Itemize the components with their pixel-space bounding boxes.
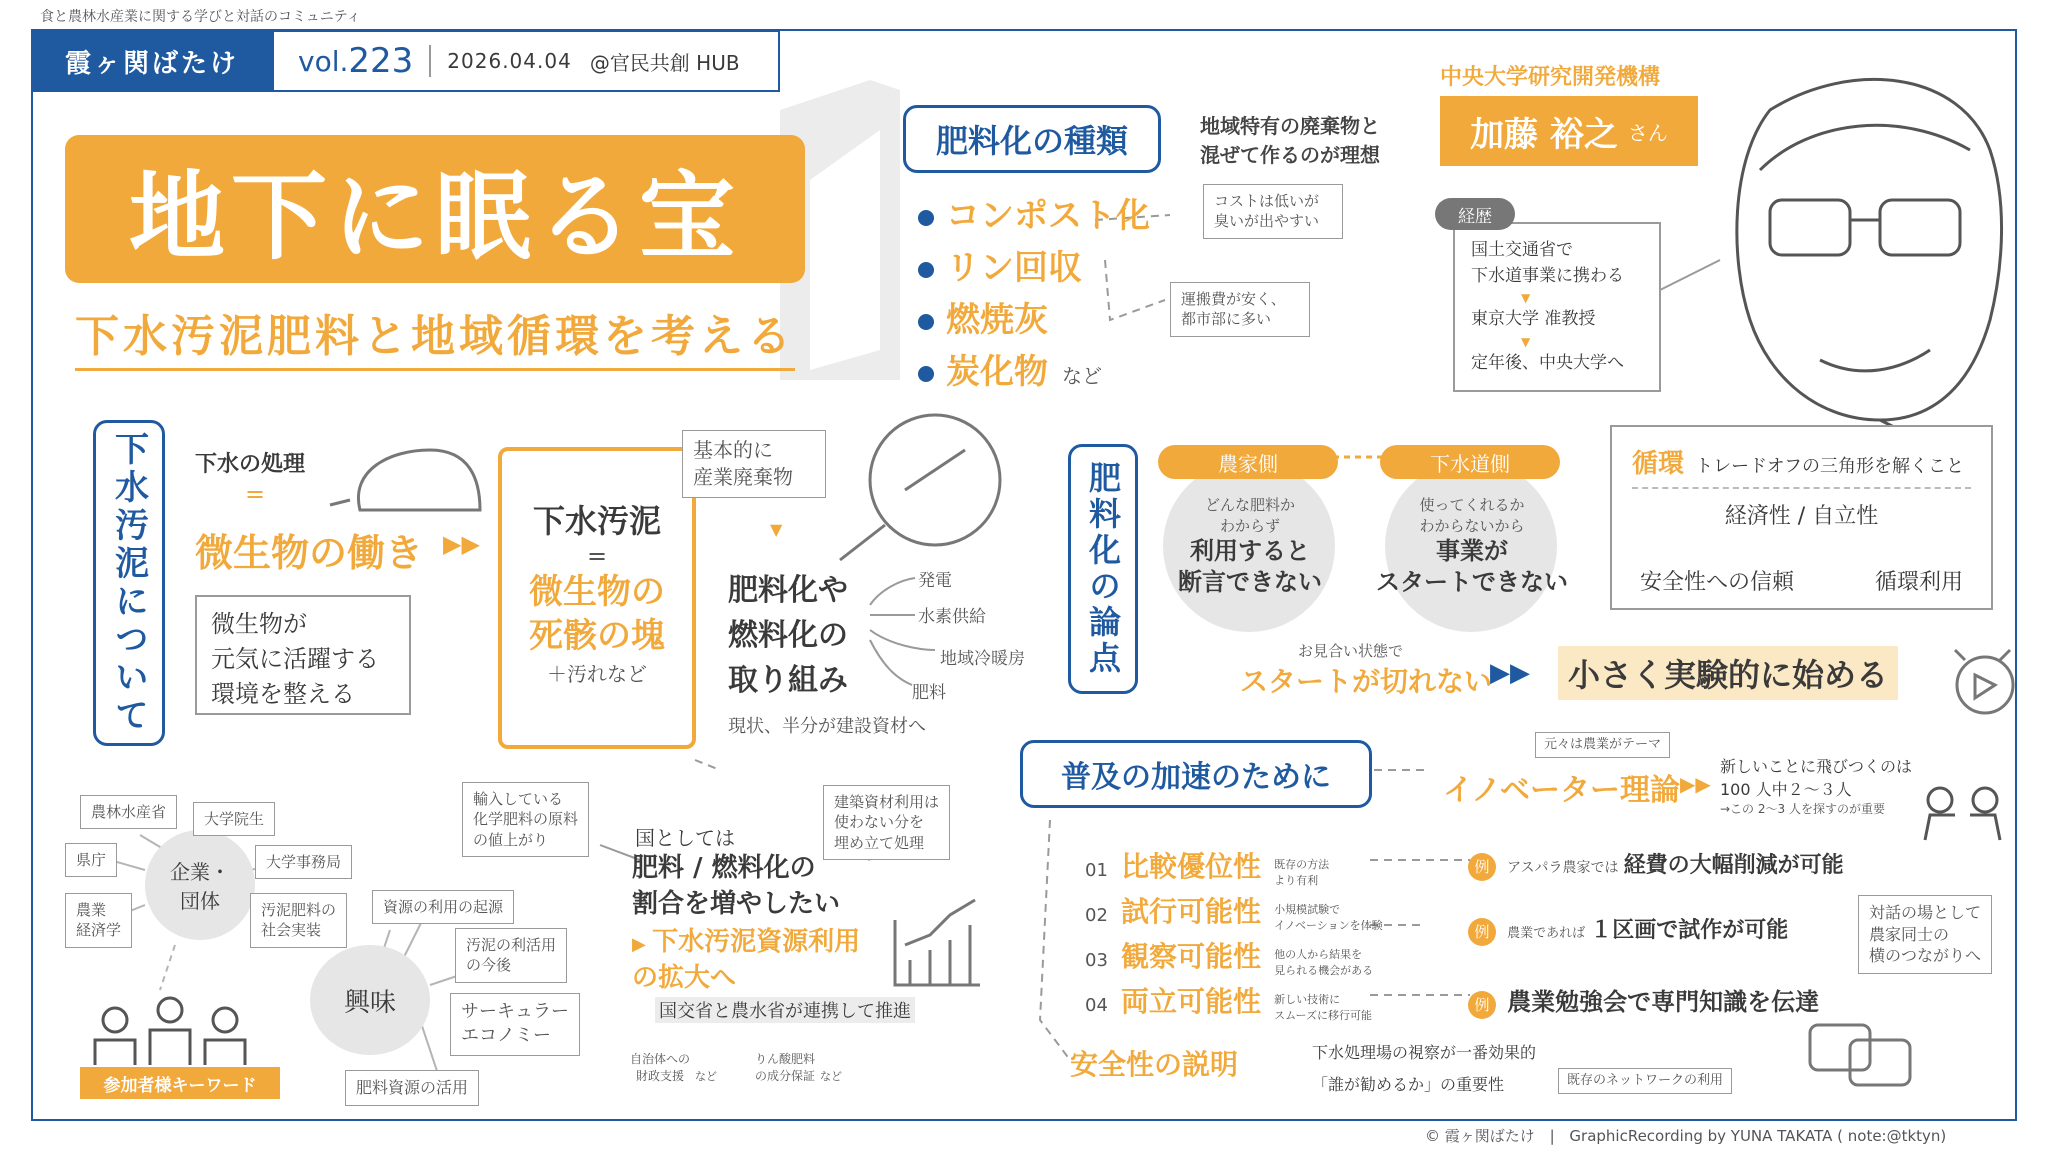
vol-prefix: vol.	[298, 44, 349, 78]
keyword-tag: 農林水産省	[80, 795, 177, 829]
fert-type-list	[918, 190, 1150, 402]
keyword-tag: 汚泥肥料の 社会実装	[250, 893, 347, 948]
arrow-right: ▶▶	[443, 530, 480, 558]
keyword-tag: 肥料資源の活用	[345, 1070, 479, 1106]
farm-side-label: 農家側	[1158, 445, 1338, 479]
speech-bubble-icon	[1810, 1025, 1910, 1085]
import-note: 輸入している 化学肥料の原料 の値上がり	[462, 782, 589, 857]
issue-bar	[272, 30, 780, 92]
sludge-box: 下水汚泥 = 微生物の 死骸の塊 ＋汚れなど	[498, 447, 696, 749]
fert-types-heading: 肥料化の種類	[903, 105, 1161, 173]
career-label: 経歴	[1435, 198, 1515, 230]
safety-label: 安全性の説明	[1070, 1048, 1239, 1081]
growth-chart-icon	[895, 900, 980, 985]
sludge-definition: 微生物の 死骸の塊	[529, 572, 665, 657]
about-vertical-heading: 下水汚泥について	[93, 420, 165, 746]
issues-vertical-heading: 肥料化の論点	[1068, 444, 1138, 694]
stuck-label: スタートが切れない	[1240, 665, 1493, 698]
process-label: 下水の処理	[195, 452, 306, 477]
speaker-org: 中央大学研究開発機構	[1440, 65, 1661, 90]
event-venue: @官民共創 HUB	[589, 50, 740, 75]
keyword-tag: 資源の利用の起源	[372, 890, 514, 924]
fert-type-item: 炭化物 など	[918, 346, 1150, 402]
org-cluster: 企業・ 団体	[145, 830, 255, 940]
equals-sign: =	[245, 480, 266, 508]
start-icon	[1955, 650, 2013, 713]
sub-note: 自治体への 財政支援	[630, 1052, 691, 1083]
current-status: 現状、半分が建設資材へ	[728, 716, 926, 737]
efforts-label: 肥料化や 燃料化の 取り組み	[728, 573, 848, 698]
event-date: 2026.04.04	[447, 49, 572, 73]
use-item: 地域冷暖房	[940, 649, 1025, 669]
footer: © 霞ヶ関ばたけ | GraphicRecording by YUNA TAKATA ( note:@tktyn)	[1425, 1127, 1947, 1145]
career-box: 国土交通省で 下水道事業に携わる ▼ 東京大学 准教授 ▼ 定年後、中央大学へ	[1453, 222, 1661, 392]
brand-logo: 霞ヶ関ばたけ	[32, 30, 272, 92]
arrow-right: ▶▶	[1490, 658, 1530, 688]
expand-label: ▶ 下水汚泥資源利用 の拡大へ	[632, 927, 861, 994]
spread-item: 01 比較優位性 既存の方法 より有利	[1085, 850, 1330, 887]
career-item: 定年後、中央大学へ	[1471, 352, 1624, 373]
theory-note: 新しいことに飛びつくのは 100 人中２〜３人	[1720, 757, 1913, 800]
farm-question: どんな肥料か わからず	[1204, 496, 1295, 535]
keyword-tag: 汚泥の利活用 の今後	[455, 928, 567, 983]
example-row: 例 農業勉強会で専門知識を伝達	[1468, 982, 1819, 1019]
speaker-honorific: さん	[1627, 120, 1668, 145]
keyword-tag: 農業 経済学	[65, 893, 132, 948]
mole-icon	[330, 450, 480, 510]
start-small-label: 小さく実験的に始める	[1558, 646, 1898, 700]
use-item: 発電	[918, 571, 952, 591]
arrow-right: ▶▶	[1680, 772, 1711, 796]
spread-item: 02 試行可能性 小規模試験で イノベーションを体験	[1085, 895, 1383, 932]
safety-net-tag: 既存のネットワークの利用	[1558, 1068, 1732, 1094]
industrial-waste-tag: 基本的に 産業廃棄物	[682, 430, 826, 498]
sludge-label: 下水汚泥	[532, 502, 661, 540]
fert-types-note: 地域特有の廃棄物と 混ぜて作るのが理想	[1200, 114, 1380, 167]
fert-type-item: 燃焼灰	[918, 294, 1150, 346]
theory-note-sub: →この 2〜3 人を探すのが重要	[1720, 802, 1885, 816]
keyword-tag: 県庁	[65, 843, 117, 877]
cycle-right: 循環利用	[1874, 570, 1963, 595]
tagline: 食と農林水産業に関する学びと対話のコミュニティ	[40, 9, 361, 25]
as-nation: 国としては	[635, 826, 735, 850]
speaker-name: 加藤 裕之	[1470, 114, 1618, 155]
career-item: 東京大学 准教授	[1471, 309, 1596, 329]
example-row: 例 アスパラ農家では 経費の大幅削減が可能	[1468, 848, 1844, 881]
speaker-portrait-icon	[1737, 79, 2002, 440]
safety-point: 「誰が勧めるか」の重要性	[1312, 1075, 1505, 1094]
career-item: 国土交通省で 下水道事業に携わる	[1471, 240, 1624, 286]
page-title: 地下に眠る宝	[65, 135, 805, 283]
cycle-left: 安全性への信頼	[1640, 570, 1795, 595]
cycle-title: 循環	[1632, 449, 1685, 479]
use-item: 水素供給	[918, 607, 986, 627]
dialogue-note: 対話の場として 農家同士の 横のつながりへ	[1858, 895, 1992, 974]
vol-number: 223	[348, 41, 414, 81]
keyword-tag: サーキュラー エコノミー	[450, 993, 580, 1056]
fert-type-item: コンポスト化	[918, 190, 1150, 242]
keyword-tag: 大学院生	[193, 802, 275, 836]
theory-tag: 元々は農業がテーマ	[1535, 732, 1670, 758]
building-note: 建築資材利用は 使わない分を 埋め立て処理	[823, 785, 950, 860]
env-box: 微生物が 元気に活躍する 環境を整える	[195, 595, 411, 715]
use-item: 肥料	[912, 683, 946, 703]
theory-label: イノベーター理論	[1443, 773, 1680, 808]
note-compost: コストは低いが 臭いが出やすい	[1203, 184, 1343, 239]
magnifier-icon	[840, 415, 1000, 560]
note-ash: 運搬費が安く、 都市部に多い	[1170, 282, 1310, 337]
speaker-name-box	[1440, 96, 1698, 166]
sludge-plus: ＋汚れなど	[547, 662, 647, 687]
stuck-small: お見合い状態で	[1298, 642, 1404, 660]
sewer-question: 使ってくれるか わからないから	[1419, 496, 1525, 535]
keyword-tag: 大学事務局	[255, 845, 352, 879]
interest-cluster: 興味	[310, 945, 430, 1055]
keywords-label: 参加者様キーワード	[80, 1067, 280, 1099]
sewer-side-label: 下水道側	[1380, 445, 1560, 479]
farm-answer: 利用すると 断言できない	[1178, 537, 1322, 597]
cycle-top: 経済性 / 自立性	[1724, 504, 1879, 529]
page-subtitle: 下水汚泥肥料と地域循環を考える	[75, 300, 795, 371]
spread-item: 04 両立可能性 新しい技術に スムーズに移行可能	[1085, 985, 1373, 1022]
want-increase: 肥料 / 燃料化の 割合を増やしたい	[632, 853, 841, 920]
cycle-subtitle: トレードオフの三角形を解くこと	[1695, 456, 1965, 477]
example-row: 例 農業であれば １区画で試作が可能	[1468, 913, 1788, 946]
spread-item: 03 観察可能性 他の人から結果を 見られる機会がある	[1085, 940, 1374, 977]
sewer-answer: 事業が スタートできない	[1376, 537, 1568, 597]
safety-point: 下水処理場の視察が一番効果的	[1312, 1043, 1537, 1062]
fert-type-item: リン回収	[918, 242, 1150, 294]
microbe-label: 微生物の働き	[195, 531, 424, 575]
spread-heading: 普及の加速のために	[1020, 740, 1372, 808]
sub-note: りん酸肥料 の成分保証	[755, 1052, 816, 1083]
cycle-box	[1610, 425, 1993, 610]
joint-promotion: 国交省と農水省が連携して推進	[655, 997, 915, 1023]
